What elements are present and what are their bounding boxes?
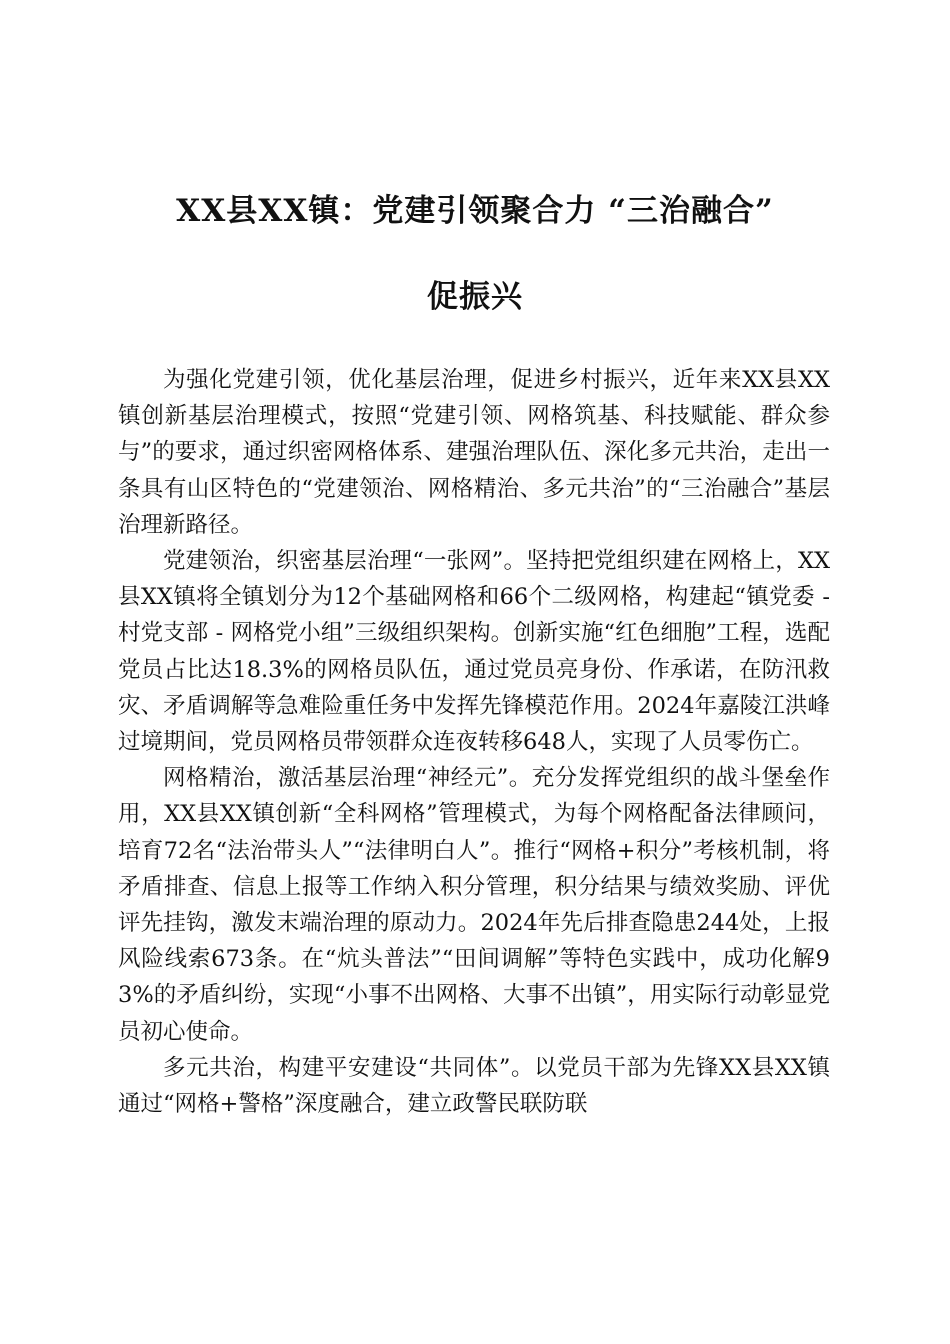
paragraph-intro: 为强化党建引领，优化基层治理，促进乡村振兴，近年来XX县XX镇创新基层治理模式，按照“党建引领、网格筑基、科技赋能、群众参与”的要求，通过织密网格体系、建强治理队伍、深化多元共治，走出一条具有山区特色的“党建领治、网格精治、多元共治”的“三治融合”基层治理新路径。 xyxy=(118,367,830,538)
title-line-1: XX县XX镇：党建引领聚合力 “三治融合” xyxy=(176,193,774,229)
paragraph-party-leadership: 党建领治，织密基层治理“一张网”。坚持把党组织建在网格上，XX县XX镇将全镇划分为12个基础网格和66个二级网格，构建起“镇党委 - 村党支部 - 网格党小组”三级组织架构。创新实施“红色细胞”工程，选配党员占比达18.3%的网格员队伍，通过党员亮身份、作承诺，在防汛救灾、矛盾调解等急难险重任务中发挥先锋模范作用。2024年嘉陵江洪峰过境期间，党员网格员带领群众连夜转移648人，实现了人员零伤亡。 xyxy=(118,548,830,756)
document-title xyxy=(100,168,850,340)
paragraph-multi-governance: 多元共治，构建平安建设“共同体”。以党员干部为先锋XX县XX镇通过“网格+警格”深度融合，建立政警民联防联 xyxy=(118,1054,830,1118)
paragraph-grid-governance: 网格精治，激活基层治理“神经元”。充分发挥党组织的战斗堡垒作用，XX县XX镇创新“全科网格”管理模式，为每个网格配备法律顾问，培育72名“法治带头人”“法律明白人”。推行“网格+积分”考核机制，将矛盾排查、信息上报等工作纳入积分管理，积分结果与绩效奖励、评优评先挂钩，激发末端治理的原动力。2024年先后排查隐患244处，上报风险线索673条。在“炕头普法”“田间调解”等特色实践中，成功化解93%的矛盾纠纷，实现“小事不出网格、大事不出镇”，用实际行动彰显党员初心使命。 xyxy=(118,765,830,1045)
document-body xyxy=(118,362,830,1122)
title-line-2: 促振兴 xyxy=(427,279,523,315)
